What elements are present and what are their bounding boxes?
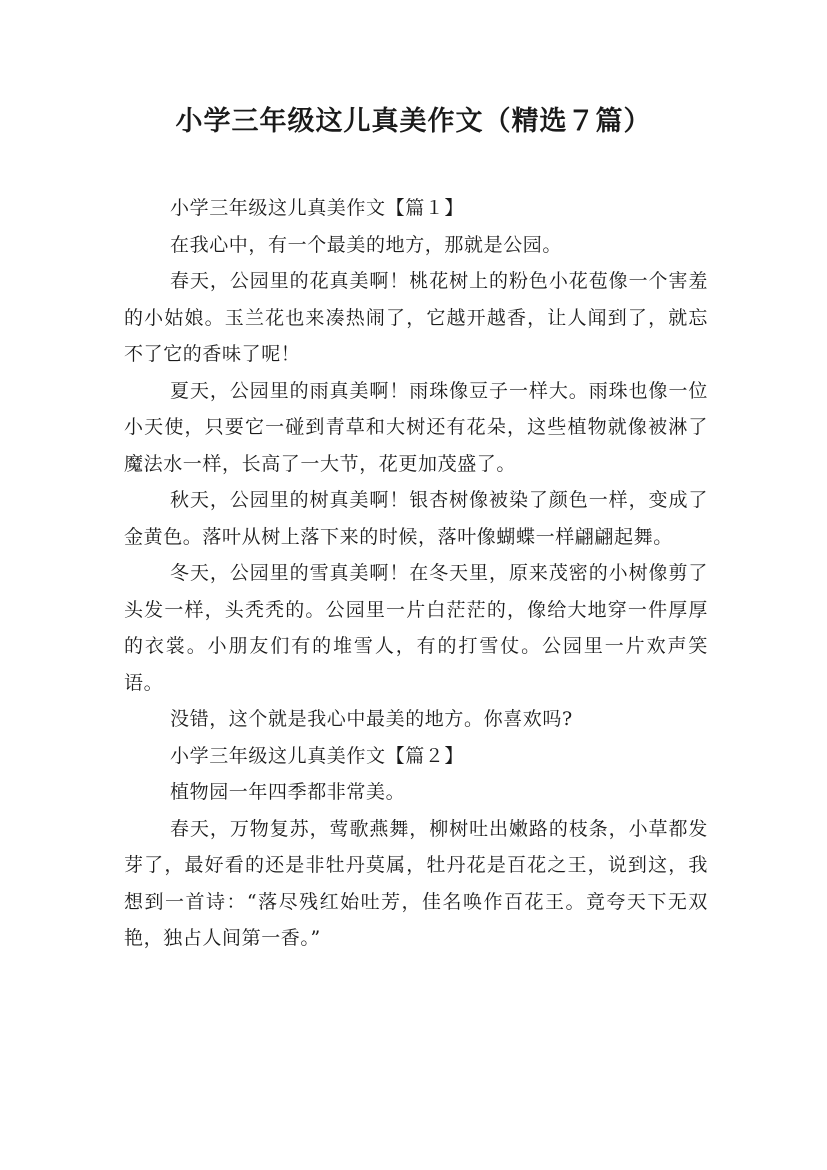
paragraph: 植物园一年四季都非常美。: [170, 781, 406, 803]
paragraph: 在我心中，有一个最美的地方，那就是公园。: [170, 233, 563, 256]
document-body: [124, 190, 708, 957]
paragraph: 没错，这个就是我心中最美的地方。你喜欢吗?: [170, 708, 573, 730]
paragraph: 秋天，公园里的树真美啊！银杏树像被染了颜色一样，变成了金黄色。落叶从树上落下来的时候，落叶像蝴蝶一样翩翩起舞。: [124, 489, 708, 548]
document-title: 小学三年级这儿真美作文（精选７篇）: [175, 106, 652, 137]
paragraph: 春天，公园里的花真美啊！桃花树上的粉色小花苞像一个害羞的小姑娘。玉兰花也来凑热闹了，它越开越香，让人闻到了，就忘不了它的香味了呢！: [124, 270, 708, 365]
paragraph: 春天，万物复苏，莺歌燕舞，柳树吐出嫩路的枝条，小草都发芽了，最好看的还是非牡丹莫属，牡丹花是百花之王，说到这，我想到一首诗：“落尽残红始吐芳，佳名唤作百花王。竟夸天下无双艳，独占人间第一香。”: [124, 817, 708, 949]
paragraph: 冬天，公园里的雪真美啊！在冬天里，原来茂密的小树像剪了头发一样，头秃秃的。公园里一片白茫茫的，像给大地穿一件厚厚的衣裳。小朋友们有的堆雪人，有的打雪仗。公园里一片欢声笑语。: [124, 562, 708, 694]
section-heading-1: 小学三年级这儿真美作文【篇１】: [170, 197, 465, 219]
paragraph: 夏天，公园里的雨真美啊！雨珠像豆子一样大。雨珠也像一位小天使，只要它一碰到青草和大树还有花朵，这些植物就像被淋了魔法水一样，长高了一大节，花更加茂盛了。: [124, 379, 708, 475]
section-heading-2: 小学三年级这儿真美作文【篇２】: [170, 744, 465, 767]
